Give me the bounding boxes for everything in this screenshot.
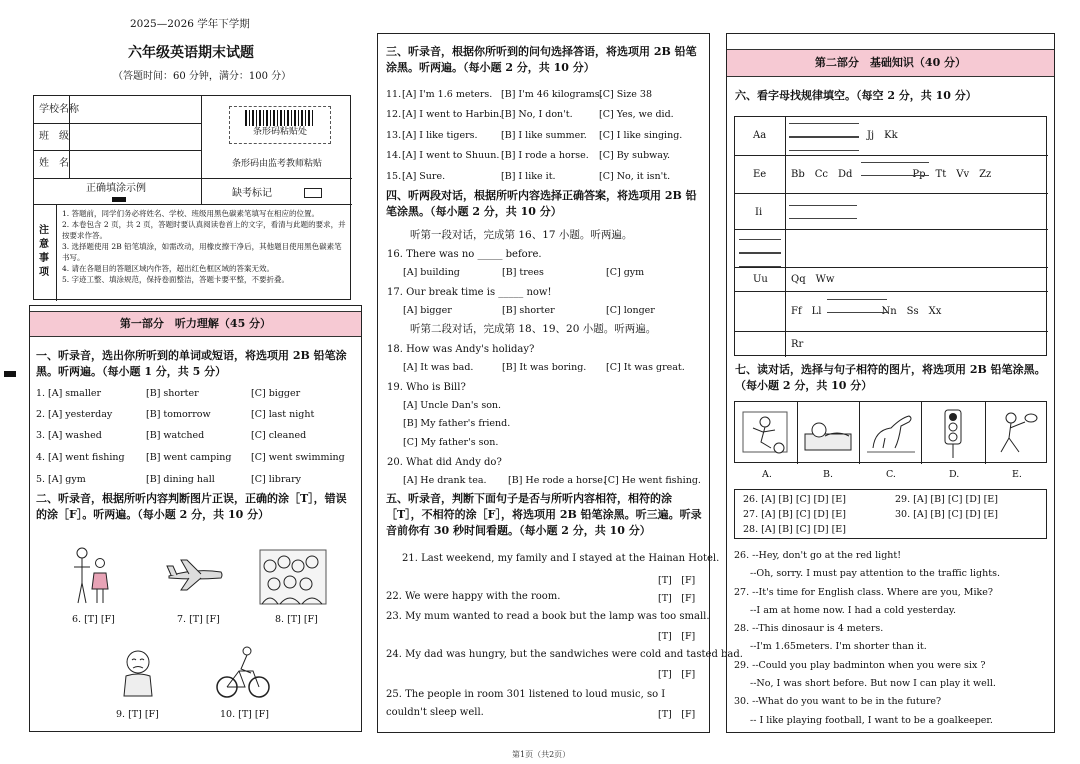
- dialog2-note: 听第二段对话，完成第 18、19、20 小题。听两遍。: [410, 323, 657, 335]
- blank-line[interactable]: [739, 253, 781, 267]
- option-c[interactable]: [C] Size 38: [599, 89, 652, 100]
- pic-9-answer[interactable]: 9. [T] [F]: [116, 709, 159, 720]
- option-b[interactable]: [B] went camping: [146, 452, 232, 463]
- page-footer: 第1页（共2页）: [512, 750, 571, 759]
- row-letters: Bb Cc Dd Pp Tt Vv Zz: [791, 169, 992, 180]
- notice-item: 5. 字迹工整、填涂规范，保持卷面整洁，答题卡要平整，不要折叠。: [62, 275, 290, 284]
- sec3-title: 三、听录音，根据你所听到的问句选择答语，将选项用 2B 铅笔涂黑。听两遍。（每小题 2 分，共 10 分）: [386, 45, 697, 74]
- q-number: 14.: [386, 150, 402, 161]
- dialog-line: 29. --Could you play badminton when you were six ?: [734, 659, 986, 671]
- pic-8-answer[interactable]: 8. [T] [F]: [275, 614, 318, 625]
- option-c[interactable]: [C] No, it isn't.: [599, 171, 671, 182]
- option-b[interactable]: [B] No, I don't.: [501, 109, 573, 120]
- statement: 24. My dad was hungry, but the sandwiches were cold and tasted bad.: [386, 649, 743, 660]
- cyclist-icon: [215, 643, 271, 701]
- option-b[interactable]: [B] My father's friend.: [403, 418, 511, 429]
- statement: 22. We were happy with the room.: [386, 591, 561, 602]
- sec7-title: 七、读对话，选择与句子相符的图片，将选项用 2B 铅笔涂黑。（每小题 2 分，共 10 分）: [735, 363, 1046, 392]
- dinosaur-icon: [865, 408, 917, 458]
- option-a[interactable]: [A] Sure.: [402, 171, 446, 182]
- tf-options[interactable]: [T] [F]: [658, 575, 696, 586]
- info-box: [33, 95, 351, 300]
- row-letters: Jj Kk: [867, 130, 898, 141]
- q-number: 5.: [36, 474, 46, 485]
- notice-item: 3. 选择题使用 2B 铅笔填涂，如需改动，用橡皮擦干净后，其他题目使用黑色碳素笔书写。: [62, 242, 342, 262]
- answer-row[interactable]: 29. [A] [B] [C] [D] [E]: [895, 494, 998, 505]
- option-c[interactable]: [C] gym: [606, 267, 645, 278]
- pic-label: A.: [762, 469, 772, 480]
- option-c[interactable]: [C] Yes, we did.: [599, 109, 674, 120]
- option-b[interactable]: [B] watched: [146, 430, 205, 441]
- dialog-line: --I am at home now. I had a cold yesterday.: [750, 604, 956, 616]
- option-b[interactable]: [B] tomorrow: [146, 409, 211, 420]
- sick-in-bed-icon: [803, 410, 853, 456]
- name-label: 姓 名: [39, 158, 69, 169]
- sec4-title: 四、听两段对话，根据所听内容选择正确答案，将选项用 2B 铅笔涂黑。（每小题 2 分，共 10 分）: [386, 189, 697, 218]
- absent-mark-label: 缺考标记: [232, 188, 272, 199]
- part2-title: 第二部分 基础知识（40 分）: [727, 49, 1054, 77]
- tf-options[interactable]: [T] [F]: [658, 631, 696, 642]
- pic-10-answer[interactable]: 10. [T] [F]: [220, 709, 269, 720]
- blank-line[interactable]: [739, 239, 781, 253]
- dialog-line: --Oh, sorry. I must pay attention to the traffic lights.: [750, 568, 1000, 580]
- notice-item: 2. 本卷包含 2 页，共 2 页，答题时要认真阅读卷首上的文字，看清与此题的要求，并按要求作答。: [62, 220, 346, 240]
- option-b[interactable]: [B] trees: [502, 267, 544, 278]
- tf-options[interactable]: [T] [F]: [658, 593, 696, 604]
- answer-row[interactable]: 30. [A] [B] [C] [D] [E]: [895, 509, 998, 520]
- option-b[interactable]: [B] I like summer.: [501, 130, 587, 141]
- pic-label: C.: [886, 469, 896, 480]
- school-label: 学校名称: [39, 104, 79, 115]
- page-title: 六年级英语期末试题: [128, 45, 254, 61]
- dialog-line: --No, I was short before. But now I can play it well.: [750, 678, 996, 690]
- option-b[interactable]: [B] dining hall: [146, 474, 215, 485]
- term-text: 2025—2026 学年下学期: [130, 18, 250, 30]
- tf-options[interactable]: [T] [F]: [658, 709, 696, 720]
- q18-text: 18. How was Andy's holiday?: [387, 344, 535, 355]
- letter-table: [734, 116, 1047, 356]
- option-b[interactable]: [B] shorter: [146, 388, 199, 399]
- class-label: 班 级: [39, 131, 69, 142]
- row-head: Uu: [753, 274, 768, 285]
- crowd-icon: [258, 548, 328, 606]
- dialog-line: -- I like playing football, I want to be a goalkeeper.: [750, 714, 993, 726]
- sec5-title: 五、听录音，判断下面句子是否与所听内容相符，相符的涂［T］，不相符的涂［F］，将选项用 2B 铅笔涂黑。听三遍。听录音前你有 30 秒时间看题。（每小题 2 分，共 10 分）: [386, 492, 702, 537]
- dialog-line: 27. --It's time for English class. Where are you, Mike?: [734, 586, 993, 598]
- row-head: Ii: [755, 207, 763, 218]
- sec6-title: 六、看字母找规律填空。（每空 2 分，共 10 分）: [735, 89, 977, 102]
- row-head: Aa: [753, 130, 767, 141]
- exam-subtitle: （答题时间：60 分钟，满分：100 分）: [113, 71, 292, 82]
- q-number: 4.: [36, 452, 46, 463]
- q17-text: 17. Our break time is _____ now!: [387, 287, 552, 298]
- option-a[interactable]: [A] smaller: [48, 388, 102, 399]
- option-c[interactable]: [C] I like singing.: [599, 130, 683, 141]
- barcode-note: 条形码由监考教师粘贴: [232, 159, 323, 169]
- barcode-area: [229, 106, 331, 144]
- barcode-text: 条形码粘贴处: [252, 127, 307, 137]
- option-a[interactable]: [A] washed: [48, 430, 102, 441]
- airplane-icon: [165, 556, 225, 594]
- pic-label: B.: [823, 469, 834, 480]
- q20-text: 20. What did Andy do?: [387, 457, 502, 468]
- notice-title: 注意事项: [39, 225, 49, 278]
- dialog-line: 26. --Hey, don't go at the red light!: [734, 550, 902, 561]
- two-kids-icon: [70, 545, 110, 607]
- option-c[interactable]: [C] By subway.: [599, 150, 671, 161]
- option-a[interactable]: [A] gym: [48, 474, 86, 485]
- margin-mark: [4, 371, 16, 377]
- sec1-title: 一、听录音，选出你所听到的单词或短语，将选项用 2B 铅笔涂黑。听两遍。（每小题 1 分，共 5 分）: [36, 349, 347, 378]
- picture-strip: [734, 401, 1047, 463]
- blank-line[interactable]: [861, 162, 929, 176]
- goalkeeper-icon: [741, 408, 791, 458]
- row-letters: Rr: [791, 339, 804, 350]
- q19-text: 19. Who is Bill?: [387, 382, 466, 393]
- q-number: 13.: [386, 130, 402, 141]
- option-a[interactable]: [A] I like tigers.: [402, 130, 478, 141]
- blank-line[interactable]: [789, 205, 857, 219]
- option-a[interactable]: [A] I went to Shuun.: [402, 150, 500, 161]
- option-c[interactable]: [C] library: [251, 474, 301, 485]
- option-c[interactable]: [C] bigger: [251, 388, 301, 399]
- sec2-title: 二、听录音，根据所听内容判断图片正误，正确的涂［T］，错误的涂［F］。听两遍。（每小题 2 分，共 10 分）: [36, 492, 347, 521]
- tf-options[interactable]: [T] [F]: [658, 669, 696, 680]
- dialog-list: [734, 547, 1052, 730]
- dialog-line: 28. --This dinosaur is 4 meters.: [734, 623, 884, 635]
- option-c[interactable]: [C] cleaned: [251, 430, 307, 441]
- fill-example-mark: [112, 197, 126, 202]
- dialog1-note: 听第一段对话，完成第 16、17 小题。听两遍。: [410, 229, 633, 241]
- statement: 23. My mum wanted to read a book but the lamp was too small.: [386, 611, 710, 622]
- answer-row[interactable]: 28. [A] [B] [C] [D] [E]: [743, 524, 846, 535]
- answer-row[interactable]: 26. [A] [B] [C] [D] [E]: [743, 494, 846, 505]
- option-a[interactable]: [A] yesterday: [48, 409, 113, 420]
- traffic-light-icon: [935, 408, 971, 460]
- option-c[interactable]: [C] longer: [606, 305, 655, 316]
- row-letters: Qq Ww: [791, 274, 835, 285]
- option-c[interactable]: [C] It was great.: [606, 362, 685, 373]
- option-a[interactable]: [A] bigger: [403, 305, 452, 316]
- part1-title: 第一部分 听力理解（45 分）: [30, 311, 361, 337]
- badminton-player-icon: [991, 408, 1043, 458]
- option-b[interactable]: [B] shorter: [502, 305, 555, 316]
- pic-7-answer[interactable]: 7. [T] [F]: [177, 614, 220, 625]
- option-a[interactable]: [A] It was bad.: [403, 362, 474, 373]
- statement: 25. The people in room 301 listened to loud music, so I couldn't sleep well.: [386, 689, 666, 718]
- option-a[interactable]: [A] He drank tea.: [403, 475, 487, 486]
- option-b[interactable]: [B] I like it.: [501, 171, 556, 182]
- q-number: 3.: [36, 430, 46, 441]
- q-number: 15.: [386, 171, 402, 182]
- statement: 21. Last weekend, my family and I stayed at the Hainan Hotel.: [402, 553, 720, 564]
- absent-mark-box[interactable]: [304, 188, 322, 198]
- answer-grid: [734, 489, 1047, 539]
- option-b[interactable]: [B] I'm 46 kilograms.: [501, 89, 603, 100]
- option-c[interactable]: [C] last night: [251, 409, 315, 420]
- option-c[interactable]: [C] went swimming: [251, 452, 345, 463]
- option-a[interactable]: [A] went fishing: [48, 452, 125, 463]
- q-number: 11.: [386, 89, 402, 100]
- fill-example-label: 正确填涂示例: [86, 183, 146, 194]
- answer-row[interactable]: 27. [A] [B] [C] [D] [E]: [743, 509, 846, 520]
- notice-list: [62, 208, 348, 285]
- q-number: 2.: [36, 409, 46, 420]
- option-a[interactable]: [A] building: [403, 267, 460, 278]
- option-b[interactable]: [B] It was boring.: [502, 362, 587, 373]
- row-head: Ee: [753, 169, 767, 180]
- option-a[interactable]: [A] I'm 1.6 meters.: [402, 89, 493, 100]
- option-c[interactable]: [C] He went fishing.: [604, 475, 701, 486]
- barcode-icon: [245, 110, 315, 126]
- option-a[interactable]: [A] Uncle Dan's son.: [403, 400, 502, 411]
- blank-line[interactable]: [789, 123, 859, 137]
- option-c[interactable]: [C] My father's son.: [403, 437, 499, 448]
- dialog-line: 30. --What do you want to be in the future?: [734, 696, 942, 708]
- option-a[interactable]: [A] I went to Harbin.: [402, 109, 503, 120]
- notice-item: 4. 请在各题目的答题区域内作答，超出红色框区域的答案无效。: [62, 264, 275, 273]
- pic-label: E.: [1012, 469, 1022, 480]
- dialog-line: --I'm 1.65meters. I'm shorter than it.: [750, 641, 927, 653]
- row-letters: Ff Ll Nn Ss Xx: [791, 306, 942, 317]
- q-number: 12.: [386, 109, 402, 120]
- option-b[interactable]: [B] He rode a horse.: [508, 475, 606, 486]
- q16-text: 16. There was no _____ before.: [387, 249, 542, 260]
- pic-label: D.: [949, 469, 960, 480]
- q-number: 1.: [36, 388, 46, 399]
- blank-line[interactable]: [827, 299, 887, 313]
- child-crying-icon: [118, 648, 158, 700]
- notice-item: 1. 答题前，同学们务必将姓名、学校、班级用黑色碳素笔填写在相应的位置。: [62, 209, 320, 218]
- blank-line[interactable]: [789, 137, 859, 151]
- pic-6-answer[interactable]: 6. [T] [F]: [72, 614, 115, 625]
- option-b[interactable]: [B] I rode a horse.: [501, 150, 589, 161]
